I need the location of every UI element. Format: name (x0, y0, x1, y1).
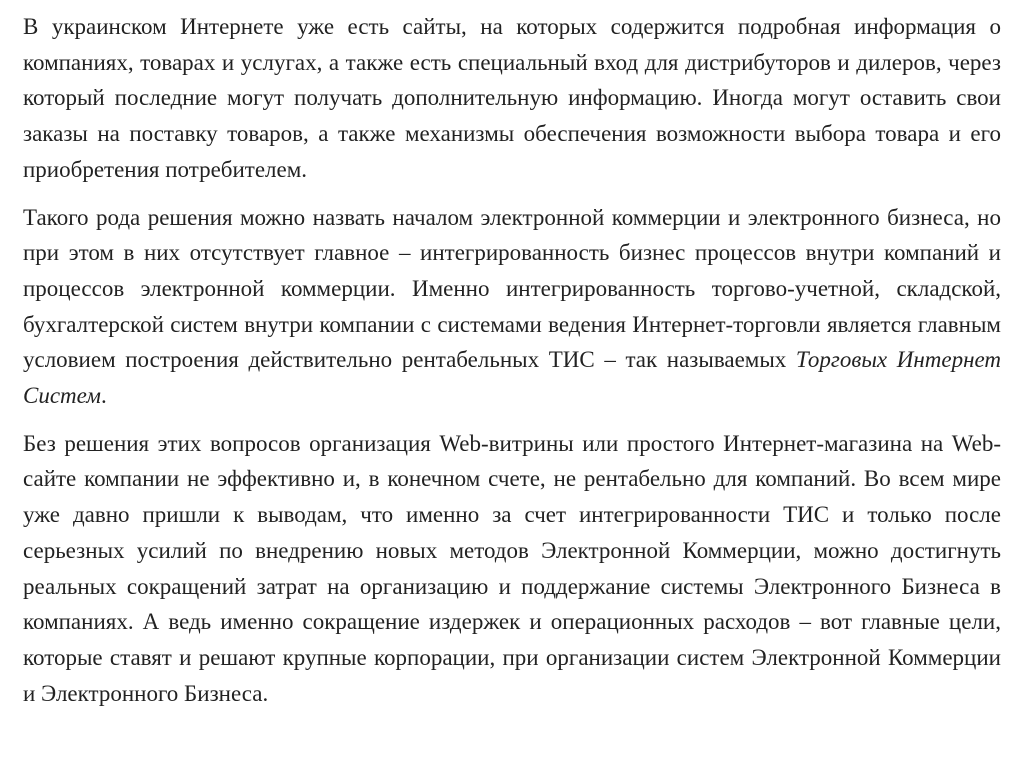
paragraph-1: В украинском Интернете уже есть сайты, на которых содержится подробная информация о компаниях, товарах и услугах, а также есть специальный вход для дистрибуторов и дилеров, через который последние могут получать дополнительную информацию. Иногда могут оставить свои заказы на поставку товаров, а также механизмы обеспечения возможности выбора товара и его приобретения потребителем. (23, 14, 1001, 182)
paragraph-2-emphasis: Торговых Интернет Систем (23, 347, 1001, 409)
paragraph-2-ending: . (100, 383, 107, 409)
paragraph-3: Без решения этих вопросов организация Web-витрины или простого Интернет-магазина на Web-сайте компании не эффективно и, в конечном счете, не рентабельно для компаний. Во всем мире уже давно пришли к выводам, что именно за счет интегрированности ТИС и только после серьезных усилий по внедрению новых методов Электронной Коммерции, можно достигнуть реальных сокращений затрат на организацию и поддержание системы Электронного Бизнеса в компаниях. А ведь именно сокращение издержек и операционных расходов – вот главные цели, которые ставят и решают крупные корпорации, при организации систем Электронной Коммерции и Электронного Бизнеса. (23, 430, 1001, 706)
paragraph-2-text: Такого рода решения можно назвать началом электронной коммерции и электронного бизнеса, но при этом в них отсутствует главное – интегрированность бизнес процессов внутри компаний и процессов электронной коммерции. Именно интегрированность торгово-учетной, складской, бухгалтерской систем внутри компании с системами ведения Интернет-торговли является главным условием построения действительно рентабельных ТИС – так называемых (23, 204, 1001, 373)
paragraph-2 (23, 200, 1001, 414)
